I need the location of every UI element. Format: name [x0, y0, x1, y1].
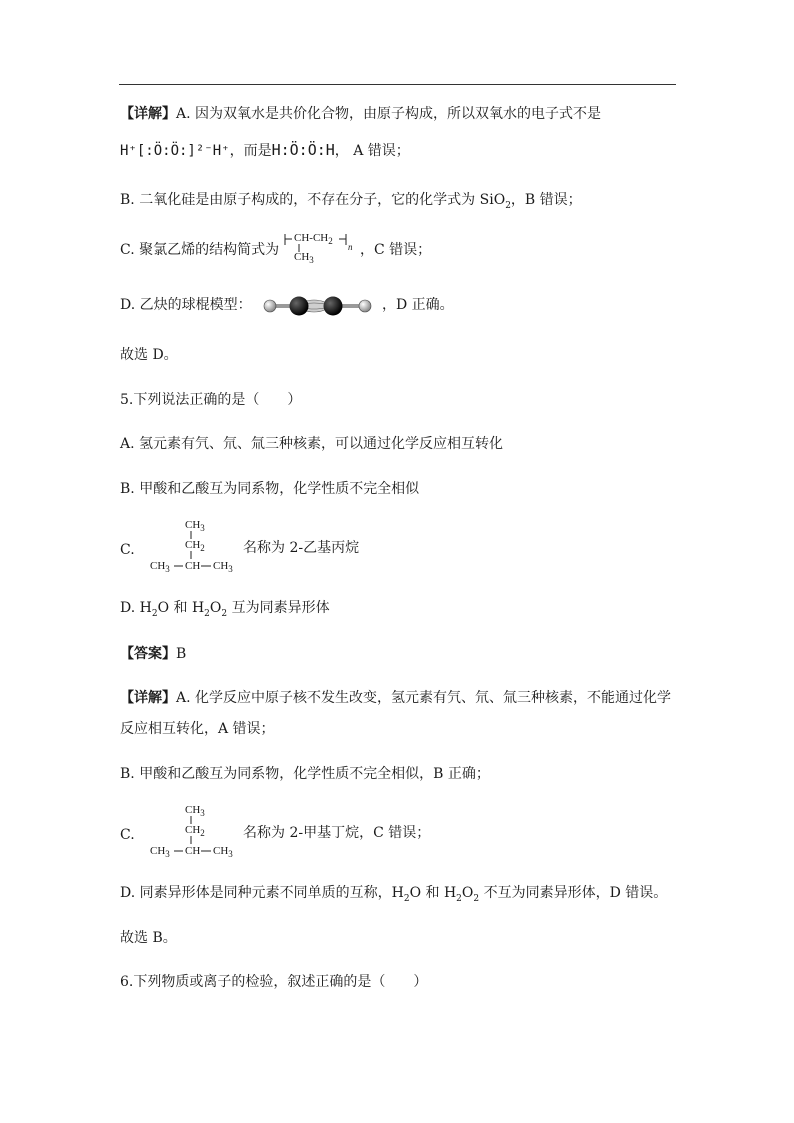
q5-answer	[120, 644, 186, 664]
struct-mid-ch2: $CH_2$	[185, 539, 205, 554]
struct-right-ch3: $CH_3$	[213, 560, 233, 575]
q4-conclusion: 故选 D。	[120, 347, 178, 363]
q4-detail-d-line	[120, 295, 252, 315]
struct-left-ch3: $CH_3$	[150, 845, 170, 860]
answer-tag: 【答案】	[120, 646, 176, 662]
q5-option-d: D. $H_2O$ 和 $H_2O_2$ 互为同素异形体	[120, 600, 330, 619]
q4-detail-c-end: ，C 错误；	[360, 242, 432, 258]
struct-top-ch3: $CH_3$	[185, 804, 205, 819]
pvc-formula-n: n	[348, 242, 353, 252]
q4-detail-a-formula-line	[120, 140, 410, 161]
wrong-electron-formula: H⁺[:Ö:Ö:]²⁻H⁺	[120, 143, 230, 159]
q4-detail-a-end: ， A 错误；	[334, 143, 410, 159]
q5-option-c-text: 名称为 2-乙基丙烷	[243, 540, 360, 556]
q5-stem: 5.下列说法正确的是（ ）	[120, 392, 302, 408]
q6-stem: 6.下列物质或离子的检验，叙述正确的是（ ）	[120, 974, 428, 990]
right-electron-formula: H:Ö:Ö:H	[271, 141, 335, 159]
q5-detail-d-line: D. 同素异形体是同种元素不同单质的互称，$H_2O$ 和 $H_2O_2$ 不互为同素异形体，D 错误。	[120, 885, 668, 904]
pvc-formula-top: $CH-CH_2$	[294, 232, 333, 247]
struct-center-ch: CH	[185, 845, 201, 857]
q5-detail-c-structure	[150, 803, 245, 861]
q4-detail-d-end: ，D 正确。	[382, 297, 454, 313]
q5-detail-c-text: 名称为 2-甲基丁烷，C 错误；	[243, 825, 431, 841]
pvc-formula-bottom: $CH_3$	[294, 251, 314, 266]
q4-detail-a-mid: ，而是	[229, 143, 272, 159]
detail-tag: 【详解】	[120, 690, 176, 706]
q4-detail-b-text: B. 二氧化硅是由原子构成的，不存在分子，它的化学式为 SiO	[120, 192, 506, 208]
q4-detail-a-text: A. 因为双氧水是共价化合物，由原子构成，所以双氧水的电子式不是	[176, 106, 602, 122]
q4-detail-b-end: ，B 错误；	[510, 192, 582, 208]
struct-right-ch3: $CH_3$	[213, 845, 233, 860]
detail-tag: 【详解】	[120, 106, 176, 122]
q4-detail-d-prefix: D. 乙炔的球棍模型：	[120, 297, 252, 313]
q5-detail-c-label: C.	[120, 827, 135, 843]
struct-mid-ch2: $CH_2$	[185, 824, 205, 839]
q4-detail-b-line	[120, 190, 582, 216]
pvc-structure-formula	[282, 231, 358, 265]
q5-option-c-label: C.	[120, 542, 135, 558]
struct-top-ch3: $CH_3$	[185, 519, 205, 534]
q5-detail-a-text: A. 化学反应中原子核不发生改变，氢元素有氕、氘、氚三种核素，不能通过化学	[176, 690, 672, 706]
q5-detail-a-line1	[120, 688, 671, 708]
header-rule	[119, 84, 676, 85]
q4-detail-b-sub: 2	[505, 200, 511, 211]
q5-option-b: B. 甲酸和乙酸互为同系物，化学性质不完全相似	[120, 481, 420, 497]
struct-center-ch: CH	[185, 560, 201, 572]
q5-option-c-structure	[150, 518, 245, 576]
q5-detail-a-line2: 反应相互转化，A 错误；	[120, 721, 275, 737]
struct-left-ch3: $CH_3$	[150, 560, 170, 575]
q5-conclusion: 故选 B。	[120, 930, 177, 946]
q5-option-a: A. 氢元素有氕、氘、氚三种核素，可以通过化学反应相互转化	[120, 436, 504, 452]
q4-detail-a-line	[120, 104, 601, 124]
answer-value: B	[176, 646, 187, 662]
acetylene-ball-stick-model	[262, 295, 377, 321]
q4-detail-c-line	[120, 240, 279, 260]
q4-detail-c-prefix: C. 聚氯乙烯的结构简式为	[120, 242, 280, 258]
q5-detail-b-line: B. 甲酸和乙酸互为同系物，化学性质不完全相似，B 正确；	[120, 766, 490, 782]
